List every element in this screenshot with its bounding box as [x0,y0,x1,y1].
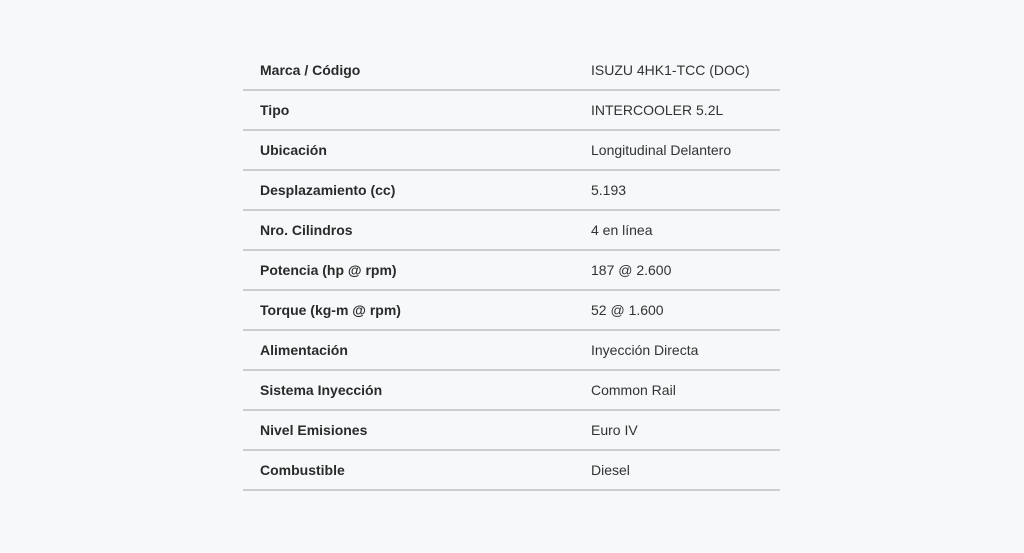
spec-value: 52 @ 1.600 [591,302,664,318]
spec-label: Sistema Inyección [260,382,383,398]
spec-row-alimentacion [243,331,780,371]
spec-label: Desplazamiento (cc) [260,182,396,198]
spec-value: Diesel [591,462,630,478]
spec-row-combustible [243,451,780,491]
spec-value: INTERCOOLER 5.2L [591,102,724,118]
spec-row-sistema-inyeccion [243,371,780,411]
spec-table [243,51,780,491]
spec-label: Nro. Cilindros [260,222,353,238]
spec-value: Common Rail [591,382,676,398]
spec-row-desplazamiento [243,171,780,211]
spec-label: Potencia (hp @ rpm) [260,262,397,278]
spec-label: Ubicación [260,142,327,158]
spec-value: 5.193 [591,182,627,198]
spec-row-tipo [243,91,780,131]
spec-row-ubicacion [243,131,780,171]
spec-label: Nivel Emisiones [260,422,368,438]
spec-value: Euro IV [591,422,638,438]
spec-label: Combustible [260,462,345,478]
spec-row-torque [243,291,780,331]
spec-label: Alimentación [260,342,348,358]
spec-label: Torque (kg-m @ rpm) [260,302,401,318]
spec-value: Inyección Directa [591,342,699,358]
spec-value: 187 @ 2.600 [591,262,672,278]
spec-row-emisiones [243,411,780,451]
spec-label: Marca / Código [260,62,361,78]
spec-label: Tipo [260,102,290,118]
spec-value: Longitudinal Delantero [591,142,732,158]
spec-value: 4 en línea [591,222,653,238]
spec-value: ISUZU 4HK1-TCC (DOC) [591,62,750,78]
spec-row-potencia [243,251,780,291]
spec-row-marca [243,51,780,91]
spec-row-cilindros [243,211,780,251]
